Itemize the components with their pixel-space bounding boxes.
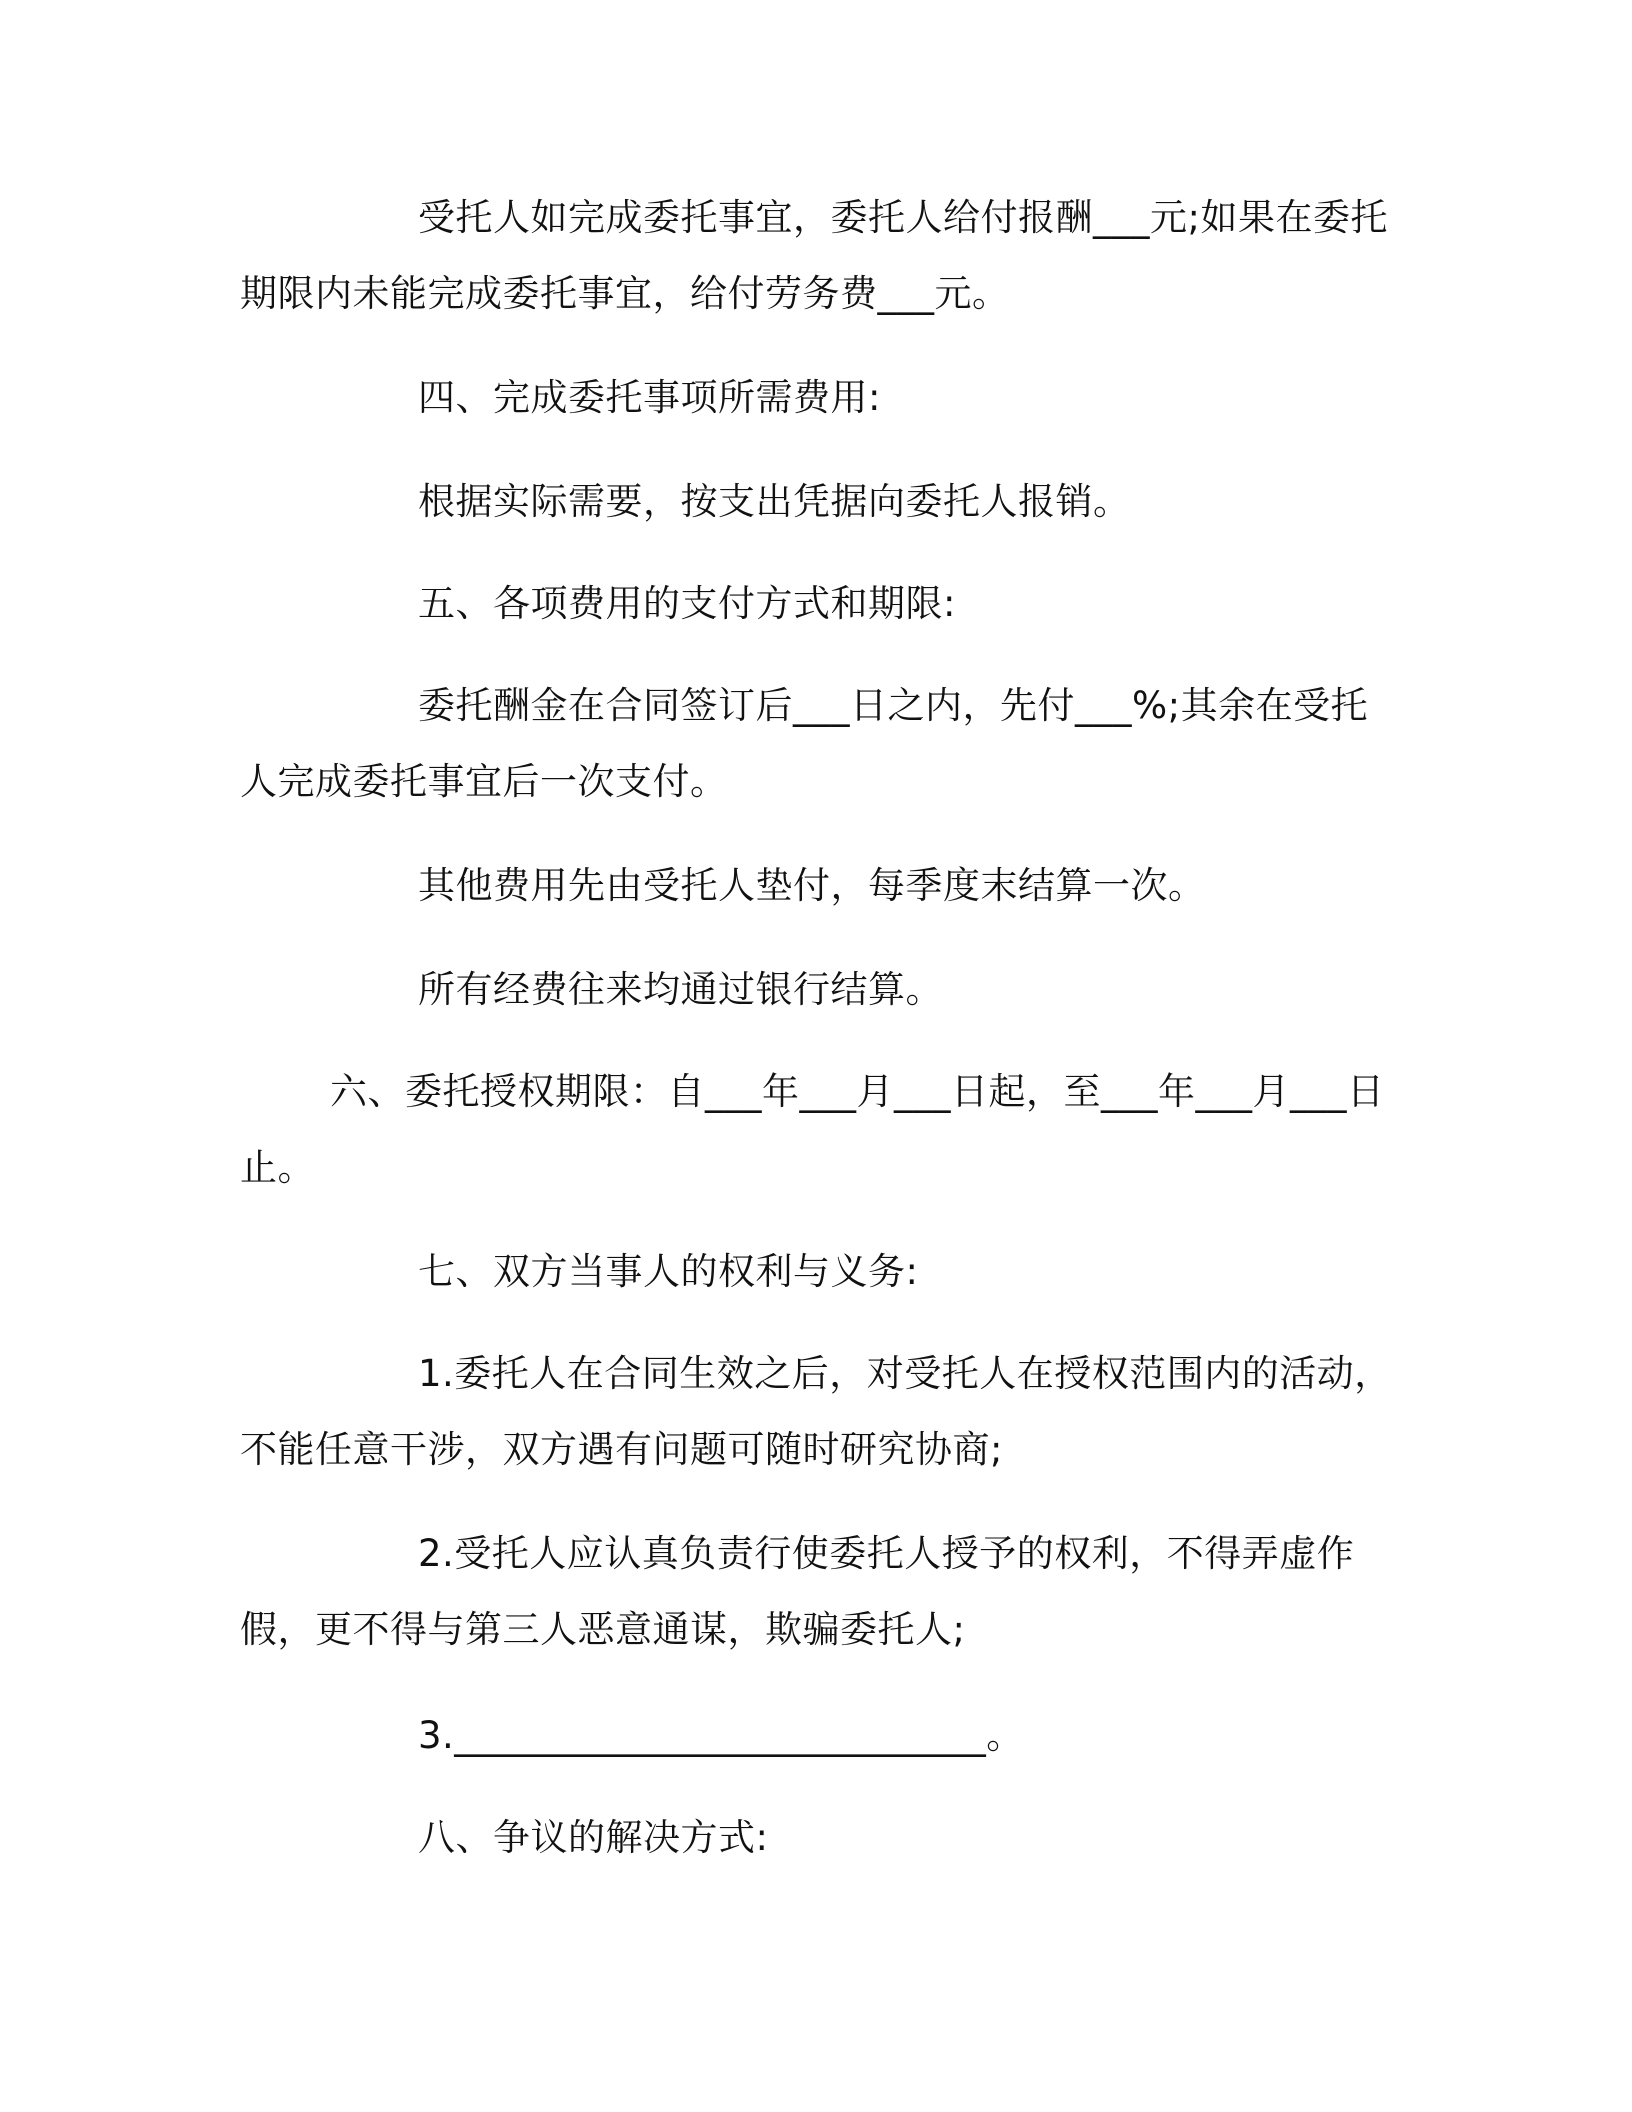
heading-section-eight: 八、争议的解决方式: (418, 1816, 769, 1859)
heading-section-five: 五、各项费用的支付方式和期限: (418, 582, 956, 625)
paragraph-reimbursement: 根据实际需要，按支出凭据向委托人报销。 (418, 480, 1131, 523)
heading-section-seven: 七、双方当事人的权利与义务: (418, 1250, 919, 1293)
paragraph-bank-settlement: 所有经费往来均通过银行结算。 (418, 968, 943, 1011)
heading-section-four: 四、完成委托事项所需费用: (418, 376, 881, 419)
paragraph-right-one: 1.委托人在合同生效之后，对受托人在授权范围内的活动，不能任意干涉，双方遇有问题可随时研究协商; (240, 1352, 1392, 1471)
paragraph-remuneration: 受托人如完成委托事宜，委托人给付报酬___元;如果在委托期限内未能完成委托事宜，给付劳务费___元。 (240, 196, 1388, 315)
paragraph-authorization-period: 六、委托授权期限：自___年___月___日起，至___年___月___日止。 (240, 1070, 1385, 1189)
paragraph-payment-terms: 委托酬金在合同签订后___日之内，先付___%;其余在受托人完成委托事宜后一次支付。 (240, 684, 1369, 803)
paragraph-other-costs: 其他费用先由受托人垫付，每季度末结算一次。 (418, 864, 1206, 907)
paragraph-right-three-blank: 3.____________________________。 (418, 1714, 1024, 1757)
paragraph-right-two: 2.受托人应认真负责行使委托人授予的权利，不得弄虚作假，更不得与第三人恶意通谋，欺骗委托人; (240, 1532, 1355, 1651)
